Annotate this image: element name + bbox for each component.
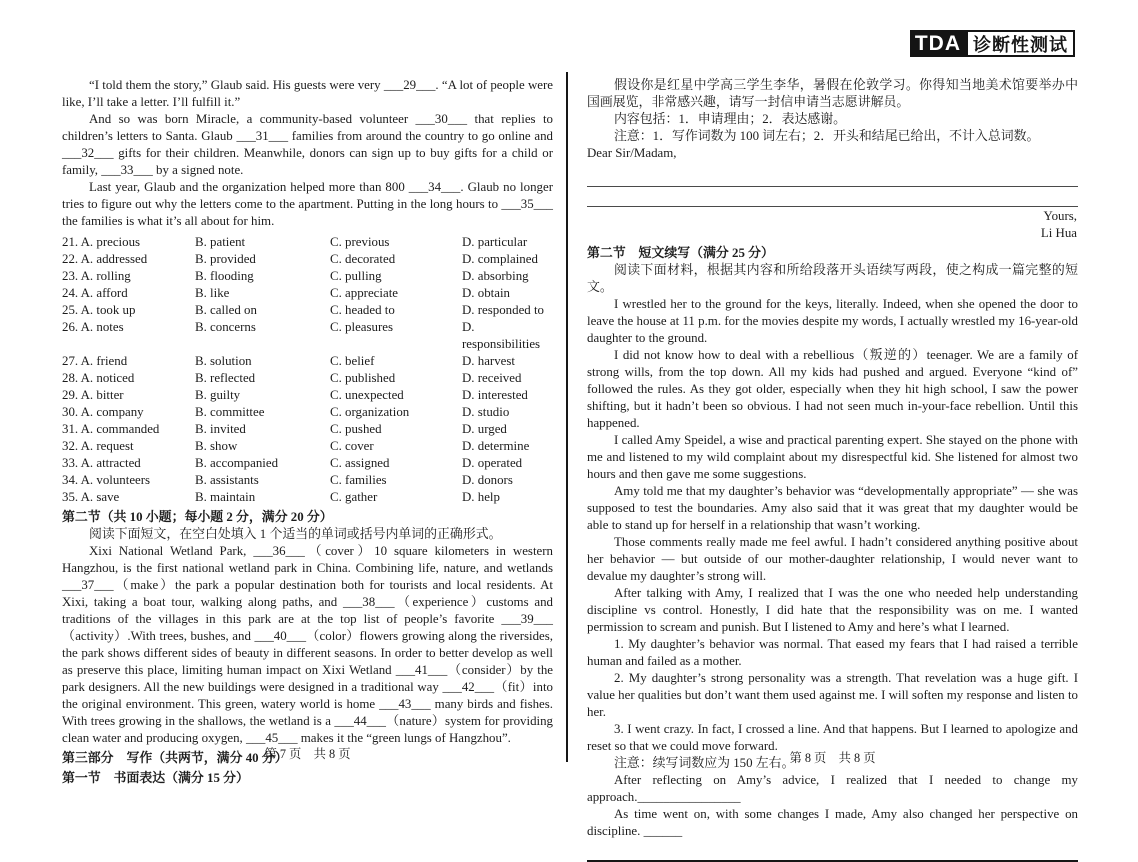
option-row-33 (62, 455, 553, 472)
option-cell: D. received (462, 371, 522, 385)
page-7-column (62, 77, 553, 787)
continuation-opening-sentence-2: As time went on, with some changes I made, Amy also changed her perspective on discipline. ______ (587, 807, 1078, 838)
option-cell: B. concerns (195, 320, 256, 334)
tda-logo (910, 30, 1075, 57)
option-cell: D. interested (462, 388, 528, 402)
page-8-column (587, 77, 1078, 862)
option-cell: D. particular (462, 235, 528, 249)
option-cell: B. committee (195, 405, 265, 419)
option-cell: C. decorated (330, 252, 396, 266)
option-cell: D. operated (462, 456, 523, 470)
answer-writing-line (587, 162, 1078, 187)
option-cell: B. reflected (195, 371, 256, 385)
option-row-35 (62, 489, 553, 506)
option-row-34 (62, 472, 553, 489)
option-row-29 (62, 387, 553, 404)
option-cell: C. families (330, 473, 387, 487)
story-paragraph: After talking with Amy, I realized that I was the one who needed help understanding discipline vs control. Honestly, I did hate that the responsibility was on me. I wanted permission to scream and punish. But I listened to Amy and here’s what I learned. (587, 586, 1078, 634)
option-cell: D. responded to (462, 303, 544, 317)
option-row-28 (62, 370, 553, 387)
option-cell: C. pleasures (330, 320, 394, 334)
option-cell: 22. A. addressed (62, 252, 148, 266)
story-paragraph: I wrestled her to the ground for the keys, literally. Indeed, when she opened the door to leave the house at 11 p.m. for the movies despite my words, I actually wrestled my 16-year-old daughter to the ground. (587, 297, 1078, 345)
option-cell: C. published (330, 371, 396, 385)
option-cell: B. patient (195, 235, 246, 249)
option-cell: D. donors (462, 473, 513, 487)
option-cell: D. absorbing (462, 269, 529, 283)
option-cell: B. like (195, 286, 230, 300)
option-cell: D. complained (462, 252, 538, 266)
option-row-25 (62, 302, 553, 319)
option-row-32 (62, 438, 553, 455)
option-cell: D. obtain (462, 286, 510, 300)
writing-notes: 注意：1．写作词数为 100 词左右；2．开头和结尾已给出，不计入总词数。 (614, 129, 1040, 143)
writing-prompt: 假设你是红星中学高三学生李华，暑假在伦敦学习。你得知当地美术馆要举办中国画展览，非常感兴趣，请写一封信申请当志愿讲解员。 (587, 78, 1078, 109)
continuation-instruction: 阅读下面材料，根据其内容和所给段落开头语续写两段，使之构成一篇完整的短文。 (587, 263, 1078, 294)
option-cell: B. solution (195, 354, 252, 368)
option-cell: C. pulling (330, 269, 382, 283)
option-row-26 (62, 319, 553, 353)
story-learned-point: 2. My daughter’s strong personality was a strength. That revelation was a huge gift. I value her qualities but don’t want them used against me. I will soften my response and listen to her. (587, 671, 1078, 719)
page-8-footer: 第 8 页 共 8 页 (789, 751, 876, 765)
option-cell: 31. A. commanded (62, 422, 160, 436)
story-paragraph: Amy told me that my daughter’s behavior was “developmentally appropriate” — she was supposed to test the boundaries. Amy also said that it was great that my daughter would be able to stand up for herself in a relationship that wasn’t working. (587, 484, 1078, 532)
option-cell: 27. A. friend (62, 354, 128, 368)
option-cell: 35. A. save (62, 490, 120, 504)
option-cell: B. called on (195, 303, 257, 317)
tda-logo-title: 诊断性测试 (966, 30, 1075, 57)
letter-closing: Yours, (1043, 209, 1077, 223)
story-learned-point: 3. I went crazy. In fact, I crossed a line. And that happens. But I learned to apologize and reset so that we could move forward. (587, 722, 1078, 753)
option-row-22 (62, 251, 553, 268)
option-cell: C. gather (330, 490, 378, 504)
answer-writing-line (587, 848, 1078, 862)
option-cell: D. urged (462, 422, 507, 436)
option-row-27 (62, 353, 553, 370)
writing-content-points: 内容包括：1．申请理由；2．表达感谢。 (614, 112, 847, 126)
option-cell: 25. A. took up (62, 303, 136, 317)
story-paragraph: I called Amy Speidel, a wise and practical parenting expert. She stayed on the phone with me and listened to my wild complaint about my disrespectful kid. She listened for almost two hours and then gave me some suggestions. (587, 433, 1078, 481)
writing-section1-heading: 第一节 书面表达（满分 15 分） (62, 771, 249, 785)
option-cell: B. maintain (195, 490, 256, 504)
option-cell: D. determine (462, 439, 530, 453)
option-cell: C. unexpected (330, 388, 404, 402)
option-cell: 24. A. afford (62, 286, 128, 300)
option-cell: B. invited (195, 422, 246, 436)
option-cell: 33. A. attracted (62, 456, 141, 470)
option-row-31 (62, 421, 553, 438)
option-cell: 34. A. volunteers (62, 473, 151, 487)
option-cell: B. flooding (195, 269, 254, 283)
option-cell: 26. A. notes (62, 320, 124, 334)
letter-salutation: Dear Sir/Madam, (587, 146, 677, 160)
cloze-paragraph: Last year, Glaub and the organization helped more than 800 ___34___. Glaub no longer tries to figure out why the letters come to the apartment. Putting in the long hours to ___35___ the families is what it’s all about for him. (62, 180, 553, 228)
option-cell: C. previous (330, 235, 390, 249)
option-cell: C. assigned (330, 456, 390, 470)
option-cell: 23. A. rolling (62, 269, 131, 283)
cloze-paragraph: “I told them the story,” Glaub said. His guests were very ___29___. “A lot of people were like, I’ll take a letter. I’ll fulfill it.” (62, 78, 553, 109)
option-cell: D. harvest (462, 354, 515, 368)
section2-heading: 第二节（共 10 小题；每小题 2 分，满分 20 分） (62, 510, 333, 524)
page-divider-line (566, 72, 568, 762)
story-learned-point: 1. My daughter’s behavior was normal. That eased my fears that I had raised a terrible human and failed as a mother. (587, 637, 1078, 668)
answer-writing-line (587, 187, 1078, 207)
option-cell: 32. A. request (62, 439, 134, 453)
letter-signature: Li Hua (1040, 226, 1077, 240)
option-cell: C. appreciate (330, 286, 398, 300)
option-cell: 28. A. noticed (62, 371, 135, 385)
continuation-section-heading: 第二节 短文续写（满分 25 分） (587, 246, 774, 260)
option-cell: 30. A. company (62, 405, 144, 419)
grammar-fill-passage: Xixi National Wetland Park, ___36___（cover）10 square kilometers in western Hangzhou, is the first national wetland park in China. Combining life, nature, and wetlands ___37___（make）the park a popular destination both for tourists and local residents. At Xixi, taking a boat tour, walking along paths, and ___38___（experience）customs and traditions of the villages in this park are at the top list of people’s favorite ___39___（activity）.With trees, bushes, and ___40___（color）flowers growing along the riversides, the park shows different sides of beauty in different seasons. In order to better develop as well as preserve this place, limiting human impact on Xixi Wetland ___41___（consider）by the park designers. All the new buildings were designed in a traditional way ___42___（fit）into the original environment. This green, watery world is home ___43___ many birds and fishes. With trees growing in the shallows, the wetland is a ___44___（nature）system for providing clean water and producing oxygen, ___45___ makes it the “green lungs of Hangzhou”. (62, 544, 553, 745)
page-7-footer: 第 7 页 共 8 页 (264, 747, 351, 761)
option-cell: D. responsibilities (462, 320, 541, 351)
story-paragraph: Those comments really made me feel awful. I hadn’t considered anything positive about her behavior — but outside of our mother-daughter relationship, I would never want to devalue my daughter’s strong will. (587, 535, 1078, 583)
option-cell: C. cover (330, 439, 374, 453)
option-cell: 21. A. precious (62, 235, 141, 249)
option-cell: C. headed to (330, 303, 395, 317)
cloze-paragraph: And so was born Miracle, a community-based volunteer ___30___ that replies to children’s letters to Santa. Glaub ___31___ families from around the country to go online and ___32___ gifts for their children. Meanwhile, donors can sign up to buy gifts for a child or family, ___33___ by a signed note. (62, 112, 553, 177)
cloze-options-table (62, 234, 553, 506)
option-cell: B. provided (195, 252, 256, 266)
option-cell: B. show (195, 439, 238, 453)
option-cell: D. help (462, 490, 500, 504)
option-cell: C. pushed (330, 422, 382, 436)
part3-heading: 第三部分 写作（共两节，满分 40 分） (62, 751, 288, 765)
option-row-24 (62, 285, 553, 302)
option-cell: 29. A. bitter (62, 388, 124, 402)
option-cell: B. guilty (195, 388, 241, 402)
option-cell: B. accompanied (195, 456, 279, 470)
option-cell: B. assistants (195, 473, 259, 487)
option-cell: C. organization (330, 405, 410, 419)
tda-logo-badge: TDA (910, 30, 966, 57)
section2-instruction: 阅读下面短文，在空白处填入 1 个适当的单词或括号内单词的正确形式。 (89, 527, 502, 541)
continuation-word-count-note: 注意：续写词数应为 150 左右。 (614, 756, 795, 770)
option-cell: D. studio (462, 405, 510, 419)
option-row-21 (62, 234, 553, 251)
story-paragraph: I did not know how to deal with a rebellious（叛逆的）teenager. We are a family of strong wills, from the top down. All my kids had pushed and argued. Everyone “kind of” followed the rules. As they got older, especially when they hit high school, I saw the power shifting, but it hadn’t been so obvious. I had not seen much in-your-face rebellion. Until this happened. (587, 348, 1078, 430)
continuation-opening-sentence-1: After reflecting on Amy’s advice, I realized that I needed to change my approach.________________ (587, 773, 1078, 804)
option-cell: C. belief (330, 354, 375, 368)
option-row-30 (62, 404, 553, 421)
option-row-23 (62, 268, 553, 285)
